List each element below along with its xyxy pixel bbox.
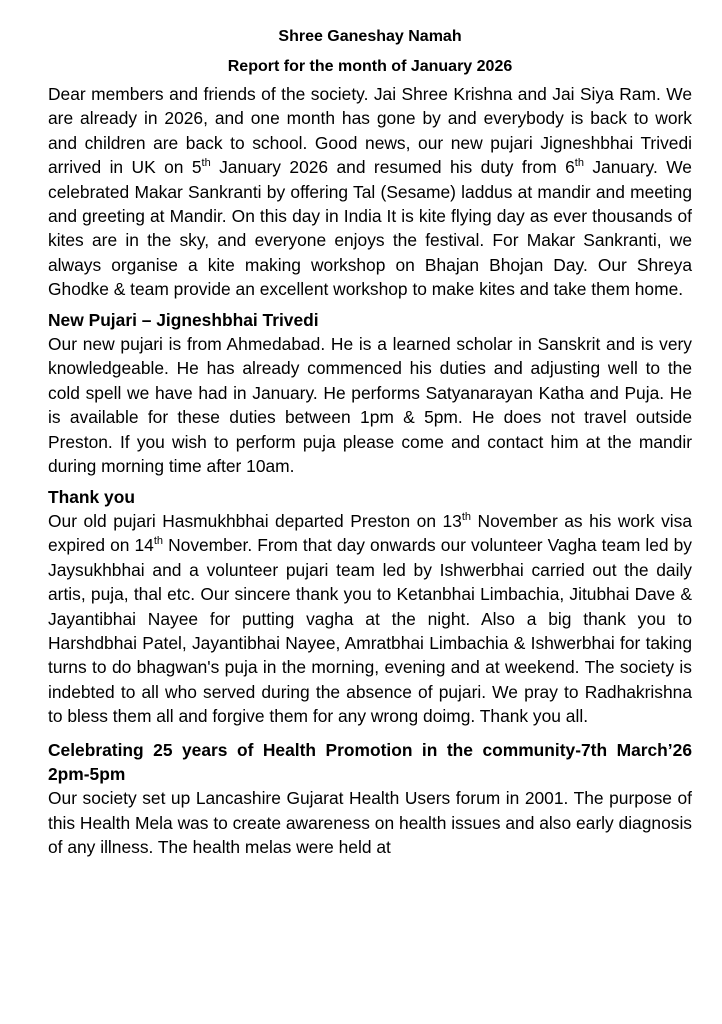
health-promotion-paragraph: Our society set up Lancashire Gujarat Health Users forum in 2001. The purpose of this Health Mela was to create awareness on health issues and also early diagnosis of any illness. The health melas were held at — [48, 788, 692, 858]
invocation-heading: Shree Ganeshay Namah — [278, 28, 462, 45]
thank-you-paragraph: Our old pujari Hasmukhbhai departed Preston on 13th November as his work visa expired on 14th November. From that day onwards our volunteer Vagha team led by Jaysukhbhai and a volunteer pujari team led by Ishwerbhai carried out the daily artis, puja, thal etc. Our sincere thank you to Ketanbhai Limbachia, Jitubhai Dave & Jayantibhai Nayee for putting vagha at the night. Also a big thank you to Harshdbhai Patel, Jayantibhai Nayee, Amratbhai Limbachia & Ishwerbhai for taking turns to do bhagwan's puja in the morning, evening and at weekend. The society is indebted to all who served during the absence of pujari. We pray to Radhakrishna to bless them all and forgive them for any wrong doimg. Thank you all. — [48, 510, 693, 727]
new-pujari-heading: New Pujari – Jigneshbhai Trivedi — [48, 309, 319, 330]
thank-you-heading: Thank you — [48, 486, 135, 507]
new-pujari-paragraph: Our new pujari is from Ahmedabad. He is a learned scholar in Sanskrit and is very knowledgeable. He has already commenced his duties and adjusting well to the cold spell we have had in January. He performs Satyanarayan Katha and Puja. He is available for these duties between 1pm & 5pm. He does not travel outside Preston. If you wish to perform puja please come and contact him at the mandir during morning time after 10am. — [48, 334, 692, 477]
intro-paragraph: Dear members and friends of the society. Jai Shree Krishna and Jai Siya Ram. We are already in 2026, and one month has gone by and everybody is back to work and children are back to school. Good news, our new pujari Jigneshbhai Trivedi arrived in UK on 5th January 2026 and resumed his duty from 6th January. We celebrated Makar Sankranti by offering Tal (Sesame) laddus at mandir and meeting and greeting at Mandir. On this day in India It is kite flying day as ever thousands of kites are in the sky, and everyone enjoys the festival. For Makar Sankranti, we always organise a kite making workshop on Bhajan Bhojan Day. Our Shreya Ghodke & team provide an excellent workshop to make kites and take them home. — [48, 84, 692, 300]
report-title: Report for the month of January 2026 — [227, 58, 513, 75]
health-promotion-heading: Celebrating 25 years of Health Promotion in the community-7th March’26 2pm-5pm — [48, 739, 692, 784]
document-page — [48, 22, 692, 860]
